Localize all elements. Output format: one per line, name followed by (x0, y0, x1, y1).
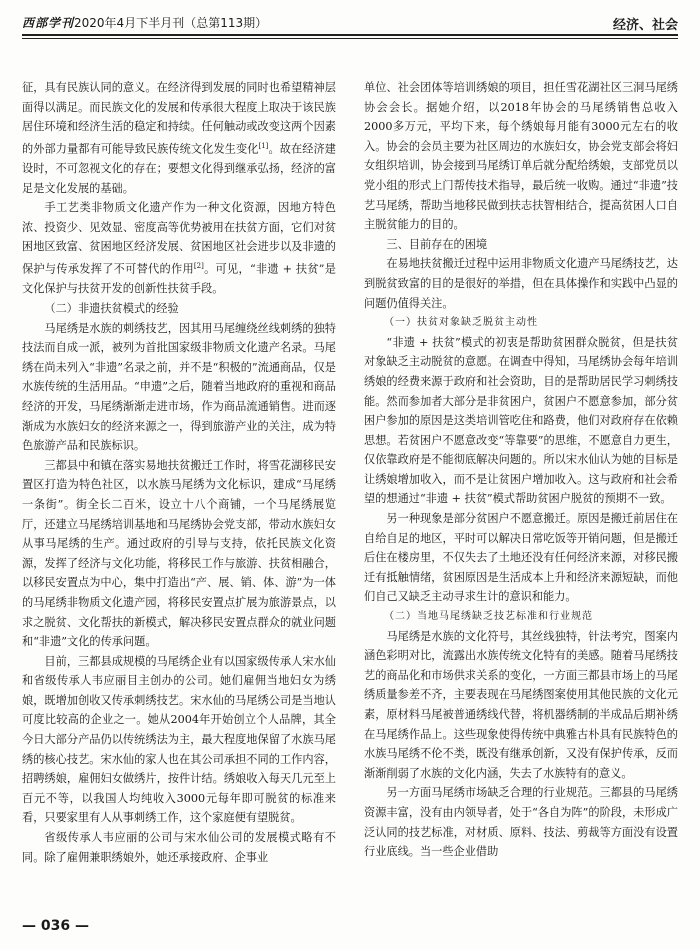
text: 省级传承人韦应丽的公司与宋水仙公司的发展模式略有不同。除了雇佣兼职绣娘外，她还承接政府、企事业 (22, 831, 336, 864)
citation-ref: [1] (258, 141, 269, 150)
text: 。故在经济建设时，不可忽视文化的存在；要想文化得到继承弘扬，经济的富足是文化发展的基础。 (22, 142, 336, 195)
paragraph (364, 783, 678, 861)
right-column (364, 78, 678, 862)
text: 。可见，“非遗 + 扶贫”是文化保护与扶贫开发的创新性扶贫手段。 (22, 262, 336, 296)
text: 单位、社会团体等培训绣娘的项目，担任雪花湖社区三洞马尾绣协会会长。据她介绍，以2018年协会的马尾绣销售总收入2000多万元，平均下来，每个绣娘每月能有3000元左右的收入。协会的会员主要为社区周边的水族妇女，协会党支部会将妇女组织培训，协会接到马尾绣订单后就分配给绣娘，支部党员以党小组的形式上门帮传技术指导，最后统一收购。通过“非遗”技艺马尾绣，帮助当地移民做到扶志扶智相结合，提高贫困人口自主脱贫能力的目的。 (364, 81, 678, 232)
paragraph (22, 828, 336, 867)
text: 征，具有民族认同的意义。在经济得到发展的同时也希望精神层面得以满足。而民族文化的发展和传承很大程度上取决于该民族居住环境和经济生活的稳定和持续。任何触动或改变这两个因素的外部力量都有可能导致民族传统文化发生变化 (22, 81, 336, 156)
left-column (22, 78, 336, 867)
journal-name: 西部学刊 (22, 16, 75, 30)
header-rule (22, 34, 678, 36)
paragraph (364, 78, 678, 235)
text: 马尾绣是水族的刺绣技艺，因其用马尾缠绕丝线刺绣的独特技法而自成一派，被列为首批国家级非物质文化遗产名录。马尾绣在尚未列入“非遗”名录之前，并不是“积极的”流通商品，仅是水族传统的生活用品。“申遗”之后，随着当地政府的重视和商品经济的开发，马尾绣渐渐走进市场，作为商品流通销售。进而逐渐成为水族妇女的经济来源之一，得到旅游产业的关注，成为特色旅游产品和民族标识。 (22, 321, 336, 453)
section-title: 经济、社会 (612, 18, 678, 33)
paragraph (364, 333, 678, 509)
paragraph (22, 319, 336, 456)
section-heading (364, 235, 678, 255)
text: 三都县中和镇在落实易地扶贫搬迁工作时，将雪花湖移民安置区打造为特色社区，以水族马尾绣为文化标识，建成“马尾绣一条街”。街全长二百米，设立十八个商铺，一个马尾绣展览厅，还建立马尾绣培训基地和马尾绣协会党支部，带动水族妇女从事马尾绣的生产。通过政府的引导与支持，依托民族文化资源，发挥了经济与文化功能，将移民工作与旅游、扶贫相融合，以移民安置点为中心，集中打造出“产、展、销、体、游”为一体的马尾绣非物质文化遗产园，将移民安置点扩展为旅游景点，以求之脱贫、文化帮扶的新模式，解决移民安置点群众的就业问题和“非遗”文化的传承问题。 (22, 458, 336, 649)
text: 手工艺类非物质文化遗产作为一种文化资源，因地方特色浓、投资少、见效显、密度高等优势被用在扶贫方面，它们对贫困地区致富、贫困地区经济发展、贫困地区社会进步以及非遗的保护与传承发挥了不可替代的作用 (22, 201, 336, 276)
text: 三、目前存在的困境 (386, 237, 488, 251)
text: 另一方面马尾绣市场缺乏合理的行业规范。三都县的马尾绣资源丰富，没有由内领导者，处于“各自为阵”的阶段，未形成广泛认同的技艺标准，对材质、原料、技法、剪裁等方面没有设置行业底线。当一些企业借助 (364, 786, 678, 859)
header-rule-thin (22, 38, 678, 39)
paragraph (364, 254, 678, 313)
section-heading (364, 607, 678, 627)
text: 在易地扶贫搬迁过程中运用非物质文化遗产马尾绣技艺，达到脱贫致富的目的是很好的举措，但在具体操作和实践中凸显的问题仍值得关注。 (364, 257, 678, 310)
paragraph (22, 456, 336, 652)
paragraph (22, 198, 336, 299)
issue-info: 2020年4月下半月刊（总第113期） (74, 16, 268, 30)
journal-masthead (22, 14, 267, 31)
paragraph (364, 509, 678, 607)
citation-ref: [2] (193, 262, 204, 271)
section-heading (364, 313, 678, 333)
text: 目前，三都县成规模的马尾绣企业有以国家级传承人宋水仙和省级传承人韦应丽目主创办的公司。她们雇佣当地妇女为绣娘，既增加创收又传承刺绣技艺。宋水仙的马尾绣公司是当地认可度比较高的企业之一。她从2004年开始创立个人品牌，其全今日大部分产品仍以传统绣法为主，最大程度地保留了水族马尾绣的核心技艺。宋水仙的家人也在其公司承担不同的工作内容，招聘绣娘，雇佣妇女做绣片，按件计结。绣娘收入每天几元至上百元不等，以我国人均纯收入3000元每年即可脱贫的标准来看，只要家里有人从事刺绣工作，这个家庭便有望脱贫。 (22, 654, 336, 825)
page-number: — 036 — (22, 918, 89, 934)
paragraph (22, 78, 336, 198)
paragraph (22, 652, 336, 828)
page-header (22, 8, 678, 48)
text: 另一种现象是部分贫困户不愿意搬迁。原因是搬迁前居住在自给自足的地区，平时可以解决日常吃饭等开销问题，但是搬迁后住在楼房里，不仅失去了土地还没有任何经济来源，对移民搬迁有抵触情绪，贫困原因是生活成本上升和经济来源短缺，而他们自己又缺乏主动寻求生计的意识和能力。 (364, 512, 678, 604)
section-heading (22, 299, 336, 319)
text: （一）扶贫对象缺乏脱贫主动性 (384, 317, 538, 329)
text: （二）非遗扶贫模式的经验 (44, 302, 179, 315)
text: 马尾绣是水族的文化符号，其丝线独特，针法考究，图案内涵色彩明对比，流露出水族传统文化特有的美感。随着马尾绣技艺的商品化和市场供求关系的变化，一方面三都县市场上的马尾绣质量参差不齐，主要表现在马尾绣图案使用其他民族的文化元素，原材料马尾被普通绣线代替，将机器绣制的半成品后期补绣在马尾绣作品上。这些现象使得传统中典雅古朴具有民族特色的水族马尾绣不伦不类，既没有继承创新，又没有保护传承，反而渐渐削弱了水族的文化内涵，失去了水族特有的意义。 (364, 629, 678, 780)
paragraph (364, 627, 678, 784)
text: （二）当地马尾绣缺乏技艺标准和行业规范 (384, 611, 593, 623)
text: “非遗 + 扶贫”模式的初衷是帮助贫困群众脱贫，但是扶贫对象缺乏主动脱贫的意愿。在调查中得知，马尾绣协会每年培训绣娘的经费来源于政府和社会资助，目的是帮助居民学习刺绣技能。然而参加者大部分是非贫困户，贫困户不愿意参加，部分贫困户参加的原因是这类培训管吃住和路费，他们对政府存在依赖思想。若贫困户不愿意改变“等靠要”的思维，不愿意自力更生，仅依靠政府是不能彻底解决问题的。所以宋水仙认为她的目标是让绣娘增加收入，而不是让贫困户增加收入。这与政府和社会希望的想通过“非遗 + 扶贫”模式帮助贫困户脱贫的预期不一致。 (364, 335, 678, 506)
